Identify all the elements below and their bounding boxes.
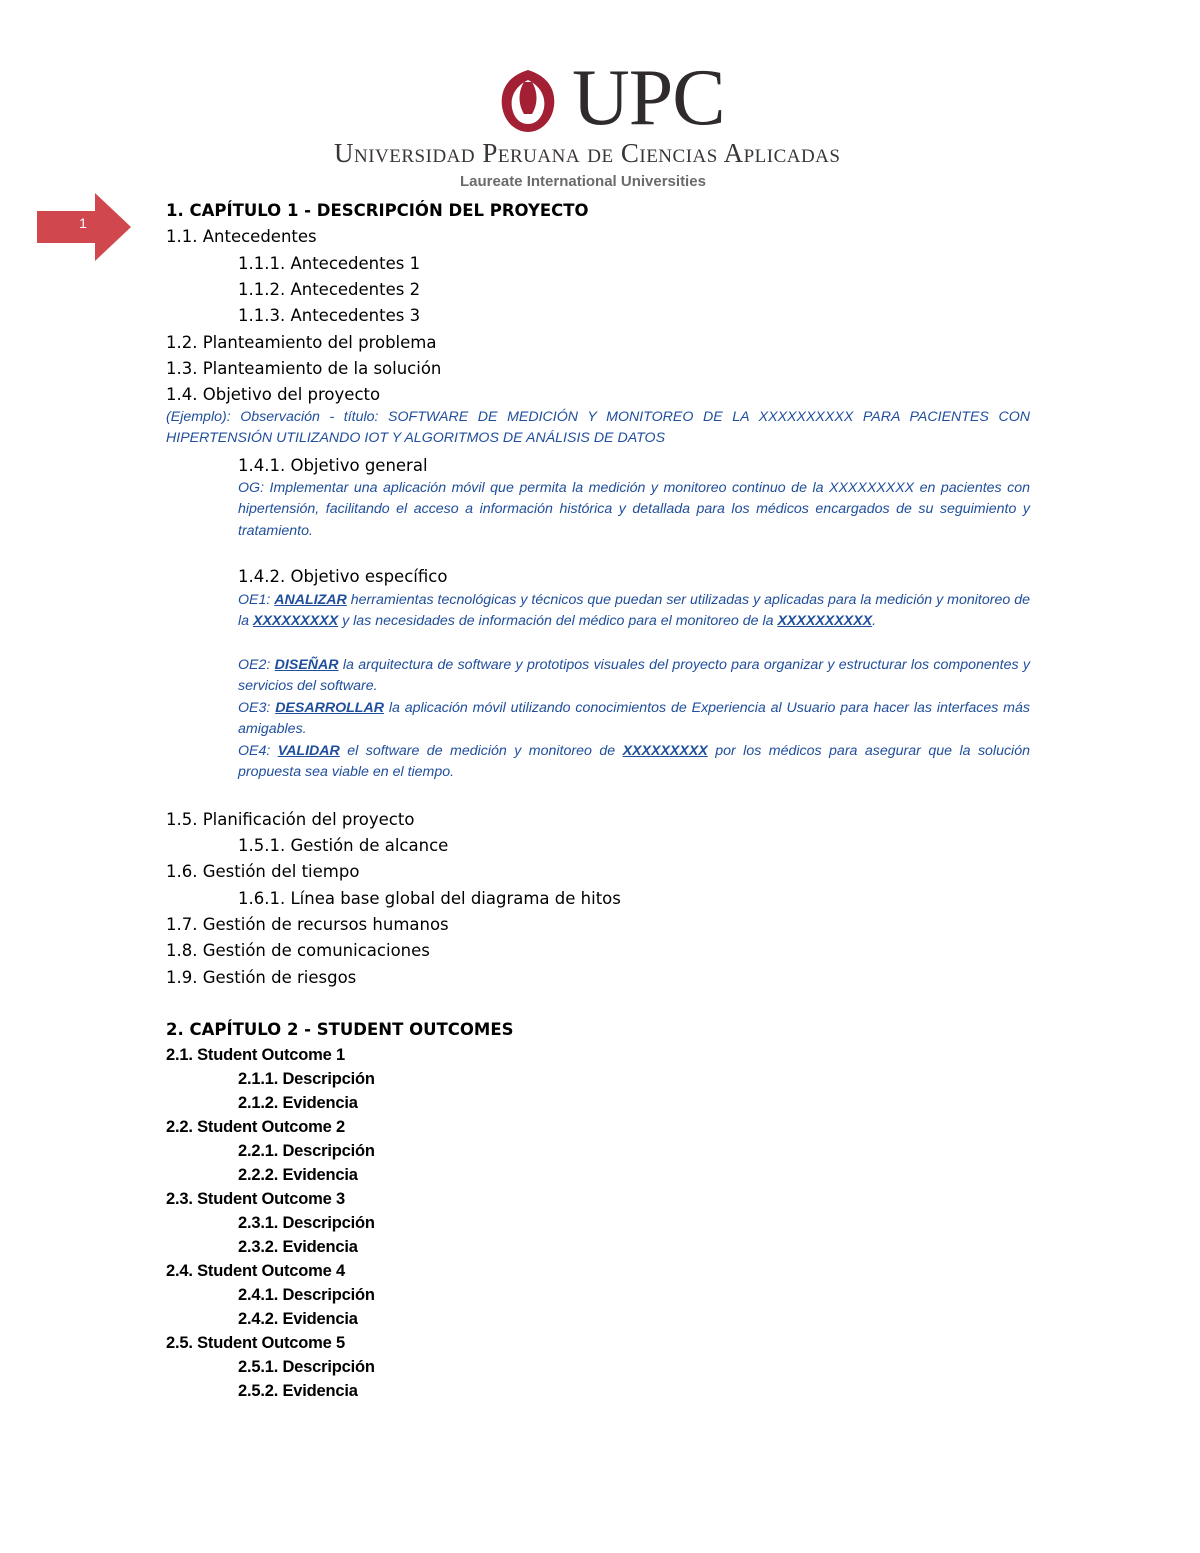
specific-objective-oe2: OE2: DISEÑAR la arquitectura de software y prototipos visuales del proyecto para organizar y estructurar los componentes y servicios del software. (238, 657, 1030, 695)
oe3-verb: DESARROLLAR (275, 700, 384, 716)
chapter-1-heading: 1. CAPÍTULO 1 - DESCRIPCIÓN DEL PROYECTO (166, 201, 589, 220)
section-1-3: 1.3. Planteamiento de la solución (166, 359, 442, 378)
student-outcome-evidence: 2.3.2. Evidencia (238, 1238, 358, 1256)
section-1-5-1: 1.5.1. Gestión de alcance (238, 836, 449, 855)
example-title-note: (Ejemplo): Observación - título: SOFTWARE DE MEDICIÓN Y MONITOREO DE LA XXXXXXXXXX PARA PACIENTES CON HIPERTENSIÓN UTILIZANDO IOT Y ALGORITMOS DE ANÁLISIS DE DATOS (166, 409, 1030, 447)
section-1-1-1: 1.1.1. Antecedentes 1 (238, 254, 421, 273)
section-1-6-1: 1.6.1. Línea base global del diagrama de hitos (238, 889, 621, 908)
annotation-number: 1 (79, 215, 87, 231)
specific-objective-oe4: OE4: VALIDAR el software de medición y monitoreo de XXXXXXXXX por los médicos para asegurar que la solución propuesta sea viable en el tiempo. (238, 743, 1030, 781)
student-outcome-evidence: 2.1.2. Evidencia (238, 1094, 358, 1112)
chapter-2-heading: 2. CAPÍTULO 2 - STUDENT OUTCOMES (166, 1020, 514, 1039)
student-outcome-title: 2.2. Student Outcome 2 (166, 1118, 345, 1136)
logo-university-name: Universidad Peruana de Ciencias Aplicadas (334, 138, 841, 168)
logo-network-text: Laureate International Universities (460, 173, 706, 190)
specific-objective-oe1: OE1: ANALIZAR herramientas tecnológicas y técnicos que puedan ser utilizadas y aplicadas para la medición y monitoreo de la XXXXXXXXX y las necesidades de información del médico para el monitoreo de la XXXXXXXXXX. (238, 592, 1030, 630)
student-outcome-evidence: 2.5.2. Evidencia (238, 1382, 358, 1400)
logo-brand-text: UPC (572, 54, 725, 142)
specific-objective-oe3: OE3: DESARROLLAR la aplicación móvil utilizando conocimientos de Experiencia al Usuario para hacer las interfaces más amigables. (238, 700, 1030, 738)
student-outcome-description: 2.2.1. Descripción (238, 1142, 375, 1160)
section-1-1: 1.1. Antecedentes (166, 227, 317, 246)
general-objective-note: OG: Implementar una aplicación móvil que permita la medición y monitoreo continuo de la XXXXXXXXX en pacientes con hipertensión, facilitando el acceso a información histórica y detallada para los médicos encargados de su seguimiento y tratamiento. (238, 480, 1030, 539)
section-1-4-2: 1.4.2. Objetivo específico (238, 567, 448, 586)
student-outcome-title: 2.1. Student Outcome 1 (166, 1046, 345, 1064)
section-1-7: 1.7. Gestión de recursos humanos (166, 915, 449, 934)
section-1-4: 1.4. Objetivo del proyecto (166, 385, 381, 404)
student-outcome-title: 2.3. Student Outcome 3 (166, 1190, 345, 1208)
oe2-verb: DISEÑAR (274, 657, 339, 673)
student-outcome-evidence: 2.4.2. Evidencia (238, 1310, 358, 1328)
section-1-6: 1.6. Gestión del tiempo (166, 862, 360, 881)
student-outcome-title: 2.5. Student Outcome 5 (166, 1334, 345, 1352)
student-outcome-description: 2.1.1. Descripción (238, 1070, 375, 1088)
upc-emblem-icon (494, 66, 562, 134)
student-outcome-title: 2.4. Student Outcome 4 (166, 1262, 345, 1280)
section-1-5: 1.5. Planificación del proyecto (166, 810, 415, 829)
section-1-1-3: 1.1.3. Antecedentes 3 (238, 306, 421, 325)
section-1-9: 1.9. Gestión de riesgos (166, 968, 357, 987)
student-outcome-description: 2.3.1. Descripción (238, 1214, 375, 1232)
oe4-verb: VALIDAR (277, 743, 340, 759)
student-outcome-description: 2.4.1. Descripción (238, 1286, 375, 1304)
oe1-verb: ANALIZAR (274, 592, 347, 608)
section-1-1-2: 1.1.2. Antecedentes 2 (238, 280, 421, 299)
student-outcome-evidence: 2.2.2. Evidencia (238, 1166, 358, 1184)
section-1-2: 1.2. Planteamiento del problema (166, 333, 437, 352)
section-1-8: 1.8. Gestión de comunicaciones (166, 941, 430, 960)
student-outcome-description: 2.5.1. Descripción (238, 1358, 375, 1376)
section-1-4-1: 1.4.1. Objetivo general (238, 456, 428, 475)
